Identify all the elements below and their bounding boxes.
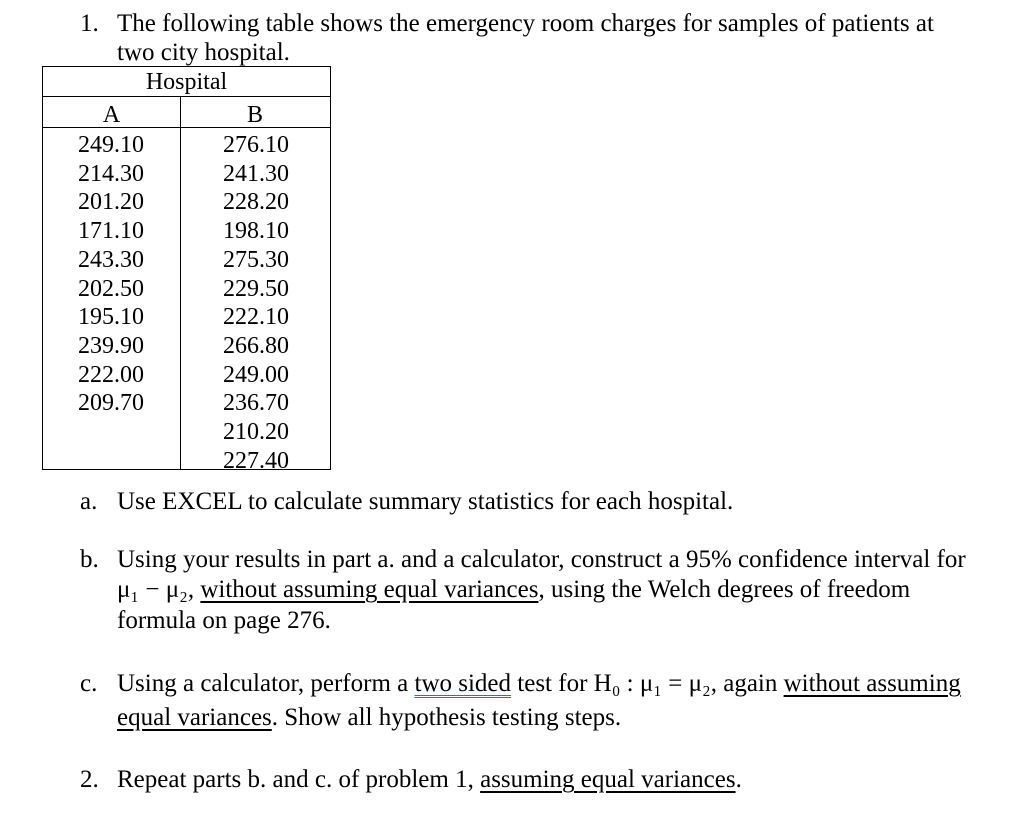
cell-b: 210.20 [223, 419, 289, 445]
part-b-underlined-phrase: without assuming equal variances [200, 576, 539, 603]
cell-a: 171.10 [78, 218, 144, 245]
part-c-label: c. [80, 670, 98, 697]
cell-b: 228.20 [223, 189, 289, 216]
column-divider [180, 97, 181, 469]
problem-2-text-pre: Repeat parts b. and c. of problem 1, [117, 766, 474, 793]
part-c-underline-2: equal variances [117, 704, 272, 731]
cell-a: 222.00 [78, 361, 144, 388]
two-sided-phrase: two sided [414, 670, 512, 697]
table-title: Hospital [145, 69, 228, 95]
problem-1-number: 1. [80, 10, 99, 37]
cell-a: 239.90 [78, 332, 144, 359]
part-c-underline-1: without assuming [783, 670, 961, 697]
problem-2-text [117, 765, 742, 795]
cell-a: 249.10 [78, 132, 144, 158]
cell-b: 241.30 [223, 160, 289, 187]
mu-difference: μ₁ − μ₂, [117, 576, 195, 603]
table-divider [43, 127, 330, 128]
column-header-b: B [246, 102, 263, 128]
part-b-line-2-rest: , using the Welch degrees of freedom [538, 576, 911, 603]
cell-b: 222.10 [223, 304, 289, 331]
problem-1-intro-line-2: two city hospital. [117, 39, 290, 66]
table-divider [43, 96, 330, 97]
cell-b: 198.10 [223, 218, 289, 245]
part-c-text-end: . Show all hypothesis testing steps. [271, 704, 622, 731]
part-a-label: a. [80, 488, 98, 515]
cell-b: 275.30 [223, 246, 289, 273]
part-c-line-1 [117, 669, 961, 699]
part-b-label: b. [80, 546, 99, 573]
problem-2-underlined-phrase: assuming equal variances [480, 766, 736, 793]
hospital-charges-table [42, 66, 331, 474]
part-b-line-3: formula on page 276. [117, 607, 331, 634]
problem-2-number: 2. [80, 766, 99, 793]
part-a-text: Use EXCEL to calculate summary statistics for each hospital. [117, 488, 734, 515]
problem-2-text-end: . [735, 766, 742, 793]
part-c-text-pre: Using a calculator, perform a [117, 670, 409, 697]
part-c-line-2 [117, 703, 621, 733]
null-hypothesis: H₀ : μ₁ = μ₂, [593, 670, 717, 697]
cell-a: 201.20 [78, 189, 144, 216]
cell-b: 236.70 [223, 390, 289, 417]
cell-b: 249.00 [223, 361, 289, 388]
cell-a: 214.30 [78, 160, 144, 187]
cell-a: 202.50 [78, 275, 144, 302]
cell-a: 209.70 [78, 390, 144, 417]
cell-a: 195.10 [78, 304, 144, 331]
cell-b: 266.80 [223, 332, 289, 359]
cell-b: 276.10 [223, 132, 289, 158]
problem-1-intro-line-1: The following table shows the emergency room charges for samples of patients at [117, 10, 934, 37]
cell-a: 243.30 [78, 246, 144, 273]
column-header-a: A [102, 102, 121, 128]
cell-b: 227.40 [223, 447, 289, 474]
cell-b: 229.50 [223, 275, 289, 302]
part-c-text-mid: test for [517, 670, 588, 697]
part-b-line-2 [117, 575, 910, 605]
part-c-text-again: again [723, 670, 778, 697]
part-b-line-1: Using your results in part a. and a calculator, construct a 95% confidence interval for [117, 546, 966, 573]
